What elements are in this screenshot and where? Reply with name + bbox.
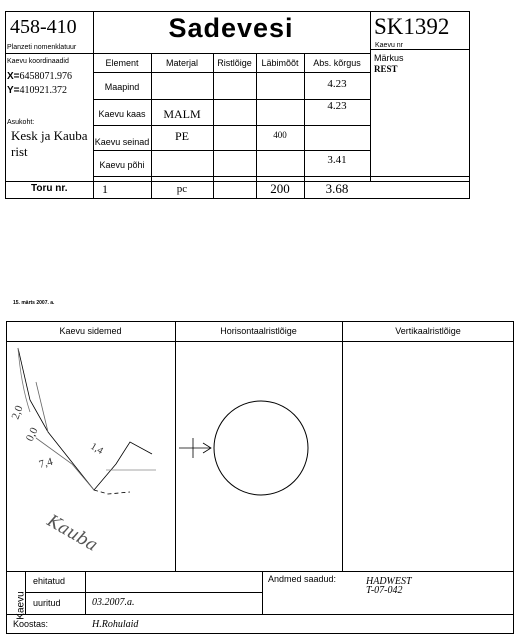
location-line2: rist xyxy=(11,144,28,159)
well-no-label: Kaevu nr xyxy=(375,42,404,49)
tie-dim-d: 1,4 xyxy=(88,441,105,457)
footer-col-divider xyxy=(262,571,263,614)
table-row-height: 4.23 xyxy=(327,78,347,90)
table-row-element: Kaevu seinad xyxy=(94,137,150,147)
table-row-element: Maapind xyxy=(104,82,140,92)
street-name: Kauba xyxy=(43,511,101,556)
pipe-diameter: 200 xyxy=(270,181,290,196)
table-row-element: Kaevu põhi xyxy=(99,160,145,170)
document-title: Sadevesi xyxy=(168,13,294,43)
table-row-element: Kaevu kaas xyxy=(98,109,146,119)
x-value: 6458071.976 xyxy=(19,71,73,82)
data-source-value2: T-07-042 xyxy=(366,585,403,596)
footer-side-label: Kaevu xyxy=(15,591,27,620)
y-coordinate xyxy=(7,85,67,96)
remark-label: Märkus xyxy=(374,53,404,63)
footer-top-line xyxy=(6,571,514,572)
table-row-material: MALM xyxy=(163,107,201,121)
row-line xyxy=(93,72,370,73)
title-divider xyxy=(93,53,370,54)
row-line xyxy=(93,150,370,151)
col-ties-title: Kaevu sidemed xyxy=(59,326,122,336)
sheet-number: 458-410 xyxy=(10,16,77,38)
col-header-section: Ristlõige xyxy=(217,58,252,68)
pipe-material: pc xyxy=(176,183,188,195)
tie-dim-b: 0,0 xyxy=(23,425,41,444)
footer-col-divider xyxy=(85,571,86,614)
coords-label: Kaevu koordinaadid xyxy=(7,58,69,65)
left-column-divider xyxy=(93,11,94,199)
ties-sketch xyxy=(6,342,175,570)
data-source-label: Andmed saadud: xyxy=(268,574,337,584)
tie-dim-a: 2,0 xyxy=(9,404,26,422)
y-value: 410921.372 xyxy=(19,85,68,96)
table-row-diameter: 400 xyxy=(273,130,287,140)
surveyed-label: uuritud xyxy=(33,598,61,608)
row-line xyxy=(93,125,370,126)
row-line xyxy=(93,176,470,177)
pipe-number: 1 xyxy=(102,182,108,196)
footer-row-line xyxy=(6,614,514,615)
surveyed-value: 03.2007.a. xyxy=(92,597,135,608)
pipe-label: Toru nr. xyxy=(31,183,68,194)
divider xyxy=(370,49,470,50)
col-line xyxy=(304,53,305,199)
col-header-element: Element xyxy=(105,58,139,68)
pipe-arrow-icon xyxy=(179,438,211,458)
built-label: ehitatud xyxy=(33,576,66,586)
tie-dim-c: 7,4 xyxy=(37,455,55,471)
table-row-height: 3.41 xyxy=(327,154,347,166)
right-column-divider xyxy=(370,11,371,181)
divider xyxy=(5,181,93,182)
well-id: SK1392 xyxy=(374,14,450,39)
compiled-value: H.Rohulaid xyxy=(92,619,139,630)
data-source-value1: HADWEST xyxy=(366,576,412,587)
col-header-height: Abs. kõrgus xyxy=(313,58,361,68)
x-coordinate xyxy=(7,71,72,82)
table-row-material: PE xyxy=(174,129,189,143)
divider xyxy=(5,53,93,54)
location-label: Asukoht: xyxy=(7,119,35,126)
remark-value: REST xyxy=(374,64,398,74)
sheet-label: Planzeti nomenklatuur xyxy=(7,44,77,51)
sketch-col-divider xyxy=(342,321,343,571)
col-header-material: Materjal xyxy=(165,58,198,68)
col-vertical-title: Vertikaalristlõige xyxy=(395,326,461,336)
col-line xyxy=(151,53,152,199)
date-stamp: 15. märts 2007. a. xyxy=(13,300,55,306)
well-circle xyxy=(214,401,308,495)
col-line xyxy=(213,53,214,199)
horizontal-section-sketch xyxy=(175,342,342,570)
location-line1: Kesk ja Kauba xyxy=(11,128,88,143)
col-header-diameter: Läbimõõt xyxy=(261,58,299,68)
pipe-height: 3.68 xyxy=(325,181,349,196)
col-line xyxy=(256,53,257,199)
y-label: Y= xyxy=(7,85,20,96)
table-row-height: 4.23 xyxy=(327,100,347,112)
col-horizontal-title: Horisontaalristlõige xyxy=(220,326,297,336)
compiled-label: Koostas: xyxy=(13,619,49,629)
x-label: X= xyxy=(7,71,20,82)
footer-row-line xyxy=(25,592,262,593)
